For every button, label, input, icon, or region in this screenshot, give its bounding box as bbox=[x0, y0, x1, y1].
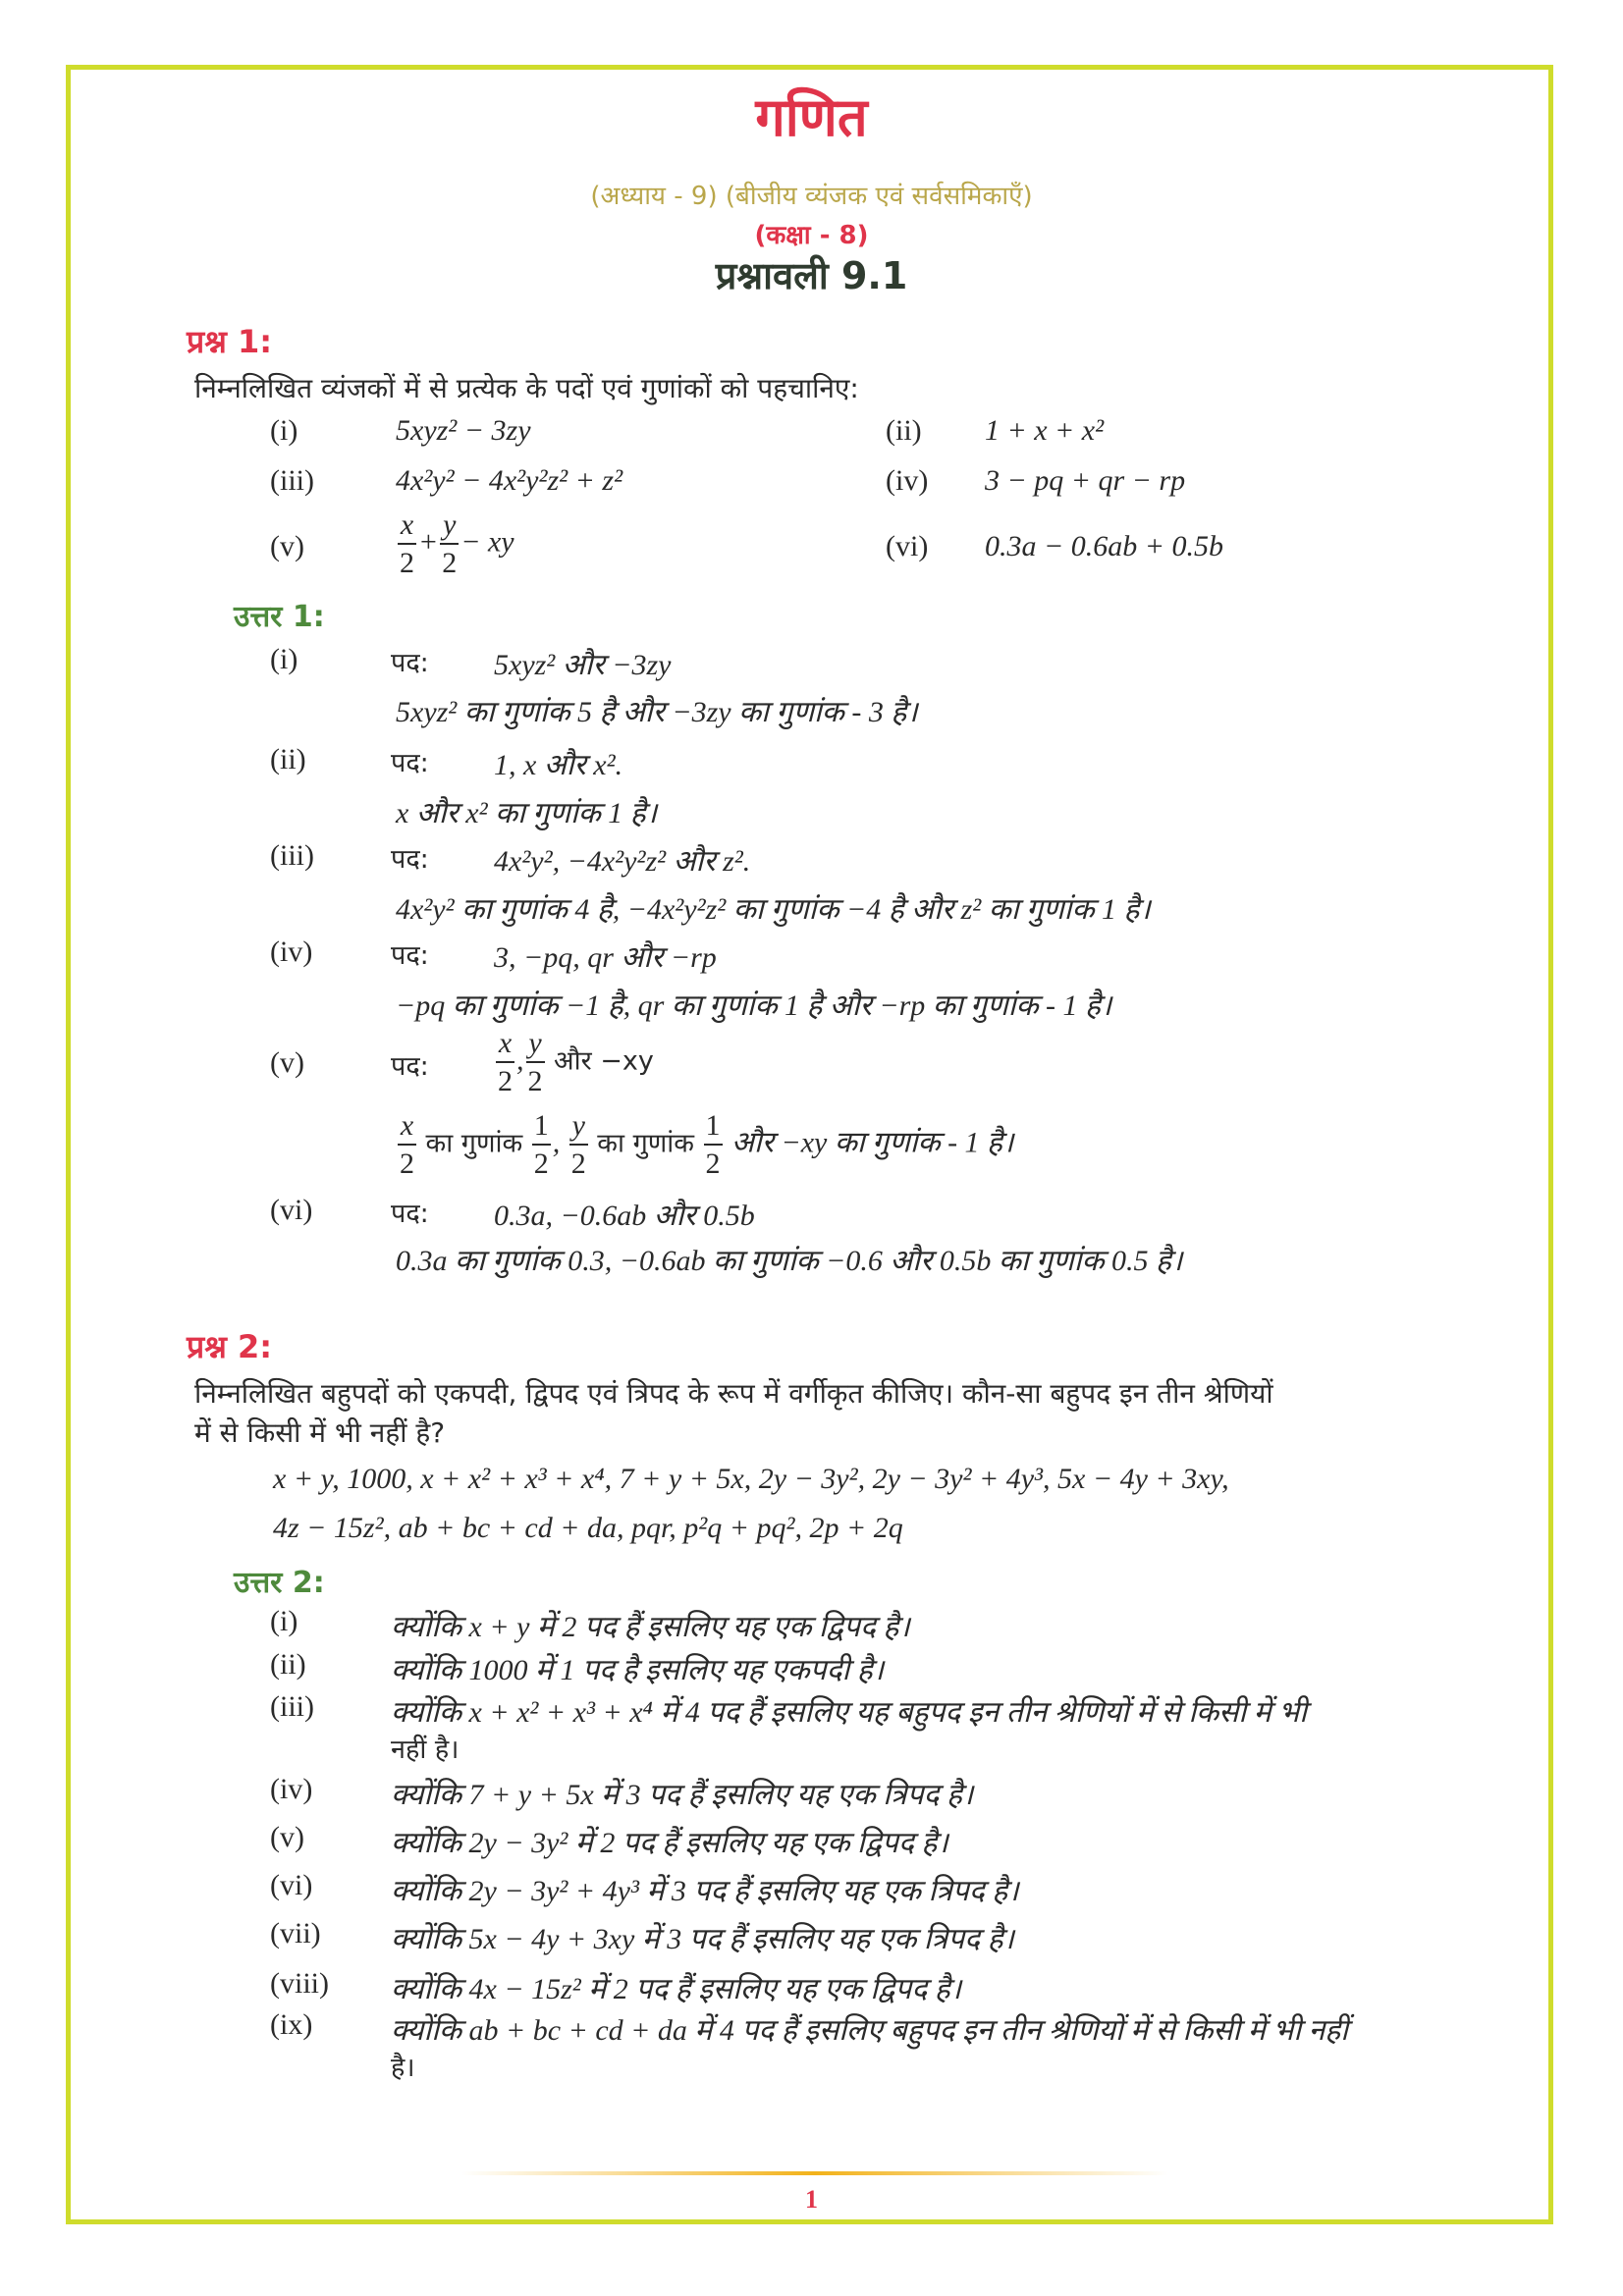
a1-terms-label: पद: bbox=[391, 748, 429, 778]
answer-1-heading: उत्तर 1: bbox=[234, 600, 325, 634]
a2-item-text: क्योंकि 7 + y + 5x में 3 पद हैं इसलिए यह एक त्रिपद है। bbox=[391, 1779, 974, 1811]
a2-item-text: क्योंकि x + y में 2 पद हैं इसलिए यह एक द्विपद है। bbox=[391, 1611, 910, 1643]
q1-item-expr-fraction: $\frac{x}{2}$ + $\frac{y}{2}$ − xy bbox=[400, 508, 514, 579]
q1-item-expr: 4x²y² − 4x²y²z² + z² bbox=[396, 464, 623, 497]
a2-item-text: क्योंकि 1000 में 1 पद है इसलिए यह एकपदी है। bbox=[391, 1654, 885, 1686]
question-1-prompt: निम्नलिखित व्यंजकों में से प्रत्येक के पदों एवं गुणांकों को पहचानिए: bbox=[194, 372, 859, 404]
q1-item-expr: 1 + x + x² bbox=[985, 414, 1105, 447]
a1-terms-label: पद: bbox=[391, 844, 429, 875]
a1-terms-label: पद: bbox=[391, 1199, 429, 1229]
answer-2-heading: उत्तर 2: bbox=[234, 1566, 325, 1600]
q1-item-num: (iv) bbox=[886, 464, 929, 497]
a1-coefficients: x और x² का गुणांक 1 है। bbox=[396, 797, 658, 829]
a1-item-num: (ii) bbox=[270, 743, 306, 775]
question-1-heading: प्रश्न 1: bbox=[187, 323, 273, 360]
q1-item-num: (iii) bbox=[270, 464, 314, 497]
a2-item-num: (ix) bbox=[270, 2008, 313, 2041]
a2-item-text: क्योंकि 5x − 4y + 3xy में 3 पद हैं इसलिए यह एक त्रिपद है। bbox=[391, 1923, 1014, 1955]
a1-item-num: (i) bbox=[270, 643, 298, 675]
a2-item-text: क्योंकि 2y − 3y² में 2 पद हैं इसलिए यह एक द्विपद है। bbox=[391, 1827, 948, 1859]
q1-item-expr: 0.3a − 0.6ab + 0.5b bbox=[985, 530, 1223, 562]
q1-item-num: (ii) bbox=[886, 414, 922, 447]
a1-coefficients: −pq का गुणांक −1 है, qr का गुणांक 1 है और −rp का गुणांक - 1 है। bbox=[396, 989, 1112, 1022]
a2-item-text-cont: नहीं है। bbox=[391, 1735, 460, 1765]
a1-coefficients: 4x²y² का गुणांक 4 है, −4x²y²z² का गुणांक −4 है और z² का गुणांक 1 है। bbox=[396, 893, 1151, 926]
a2-item-text: क्योंकि 2y − 3y² + 4y³ में 3 पद हैं इसलिए यह एक त्रिपद है। bbox=[391, 1875, 1019, 1907]
a2-item-text: क्योंकि x + x² + x³ + x⁴ में 4 पद हैं इसलिए यह बहुपद इन तीन श्रेणियों में से किसी में भी bbox=[391, 1696, 1308, 1729]
a1-terms: 0.3a, −0.6ab और 0.5b bbox=[494, 1200, 755, 1232]
a1-terms-label: पद: bbox=[391, 940, 429, 971]
a1-item-num: (iv) bbox=[270, 935, 313, 968]
a1-item-num: (iii) bbox=[270, 839, 314, 872]
question-2-polynomials: x + y, 1000, x + x² + x³ + x⁴, 7 + y + 5x, 2y − 3y², 2y − 3y² + 4y³, 5x − 4y + 3xy, bbox=[273, 1463, 1229, 1495]
page-number: 1 bbox=[805, 2185, 818, 2214]
a2-item-num: (vi) bbox=[270, 1869, 313, 1901]
a1-terms-fraction: $\frac{x}{2}$ , $\frac{y}{2}$ और −xy bbox=[498, 1027, 654, 1097]
a2-item-num: (v) bbox=[270, 1821, 304, 1853]
q1-item-num: (v) bbox=[270, 530, 304, 562]
a1-item-num: (v) bbox=[270, 1046, 304, 1079]
question-2-prompt-cont: में से किसी में भी नहीं है? bbox=[194, 1416, 446, 1449]
a2-item-num: (i) bbox=[270, 1605, 298, 1637]
a1-item-num: (vi) bbox=[270, 1194, 313, 1226]
exercise-title: प्रश्नावली 9.1 bbox=[715, 254, 908, 297]
subject-title: गणित bbox=[755, 86, 868, 148]
class-label: (कक्षा - 8) bbox=[754, 221, 869, 250]
a1-terms: 4x²y², −4x²y²z² और z². bbox=[494, 845, 751, 878]
a2-item-num: (iv) bbox=[270, 1773, 313, 1805]
a1-terms-label: पद: bbox=[391, 648, 429, 678]
a2-item-text: क्योंकि ab + bc + cd + da में 4 पद हैं इसलिए बहुपद इन तीन श्रेणियों में से किसी में भी नहीं bbox=[391, 2014, 1348, 2047]
question-2-prompt: निम्नलिखित बहुपदों को एकपदी, द्विपद एवं त्रिपद के रूप में वर्गीकृत कीजिए। कौन-सा बहुपद इन तीन श्रेणियों bbox=[194, 1377, 1273, 1410]
a2-item-num: (vii) bbox=[270, 1917, 321, 1949]
q1-item-num: (i) bbox=[270, 414, 298, 447]
a1-coefficients: 0.3a का गुणांक 0.3, −0.6ab का गुणांक −0.6 और 0.5b का गुणांक 0.5 है। bbox=[396, 1245, 1183, 1277]
a2-item-num: (iii) bbox=[270, 1690, 314, 1723]
a1-terms: 1, x और x². bbox=[494, 749, 623, 781]
a1-terms: 3, −pq, qr और −rp bbox=[494, 941, 717, 974]
question-2-heading: प्रश्न 2: bbox=[187, 1328, 273, 1365]
q1-item-expr: 5xyz² − 3zy bbox=[396, 414, 531, 447]
chapter-subtitle: (अध्याय - 9) (बीजीय व्यंजक एवं सर्वसमिकाएँ) bbox=[590, 182, 1033, 211]
a1-terms-label: पद: bbox=[391, 1051, 429, 1082]
a1-coefficients: 5xyz² का गुणांक 5 है और −3zy का गुणांक - 3 है। bbox=[396, 696, 918, 728]
a2-item-text: क्योंकि 4x − 15z² में 2 पद हैं इसलिए यह एक द्विपद है। bbox=[391, 1973, 962, 2005]
a2-item-text-cont: है। bbox=[391, 2053, 415, 2083]
q1-item-expr: 3 − pq + qr − rp bbox=[985, 464, 1186, 497]
a2-item-num: (ii) bbox=[270, 1648, 306, 1681]
footer-divider bbox=[461, 2171, 1168, 2175]
q1-item-num: (vi) bbox=[886, 530, 929, 562]
a1-coefficients-fraction: $\frac{x}{2}$ का गुणांक $\frac{1}{2}$ , $\frac{y}{2}$ का गुणांक $\frac{1}{2}$ और −xy का गुणांक - 1 है। bbox=[400, 1109, 1014, 1180]
a2-item-num: (viii) bbox=[270, 1967, 329, 2000]
a1-terms: 5xyz² और −3zy bbox=[494, 649, 672, 681]
question-2-polynomials-cont: 4z − 15z², ab + bc + cd + da, pqr, p²q + pq², 2p + 2q bbox=[273, 1512, 903, 1544]
